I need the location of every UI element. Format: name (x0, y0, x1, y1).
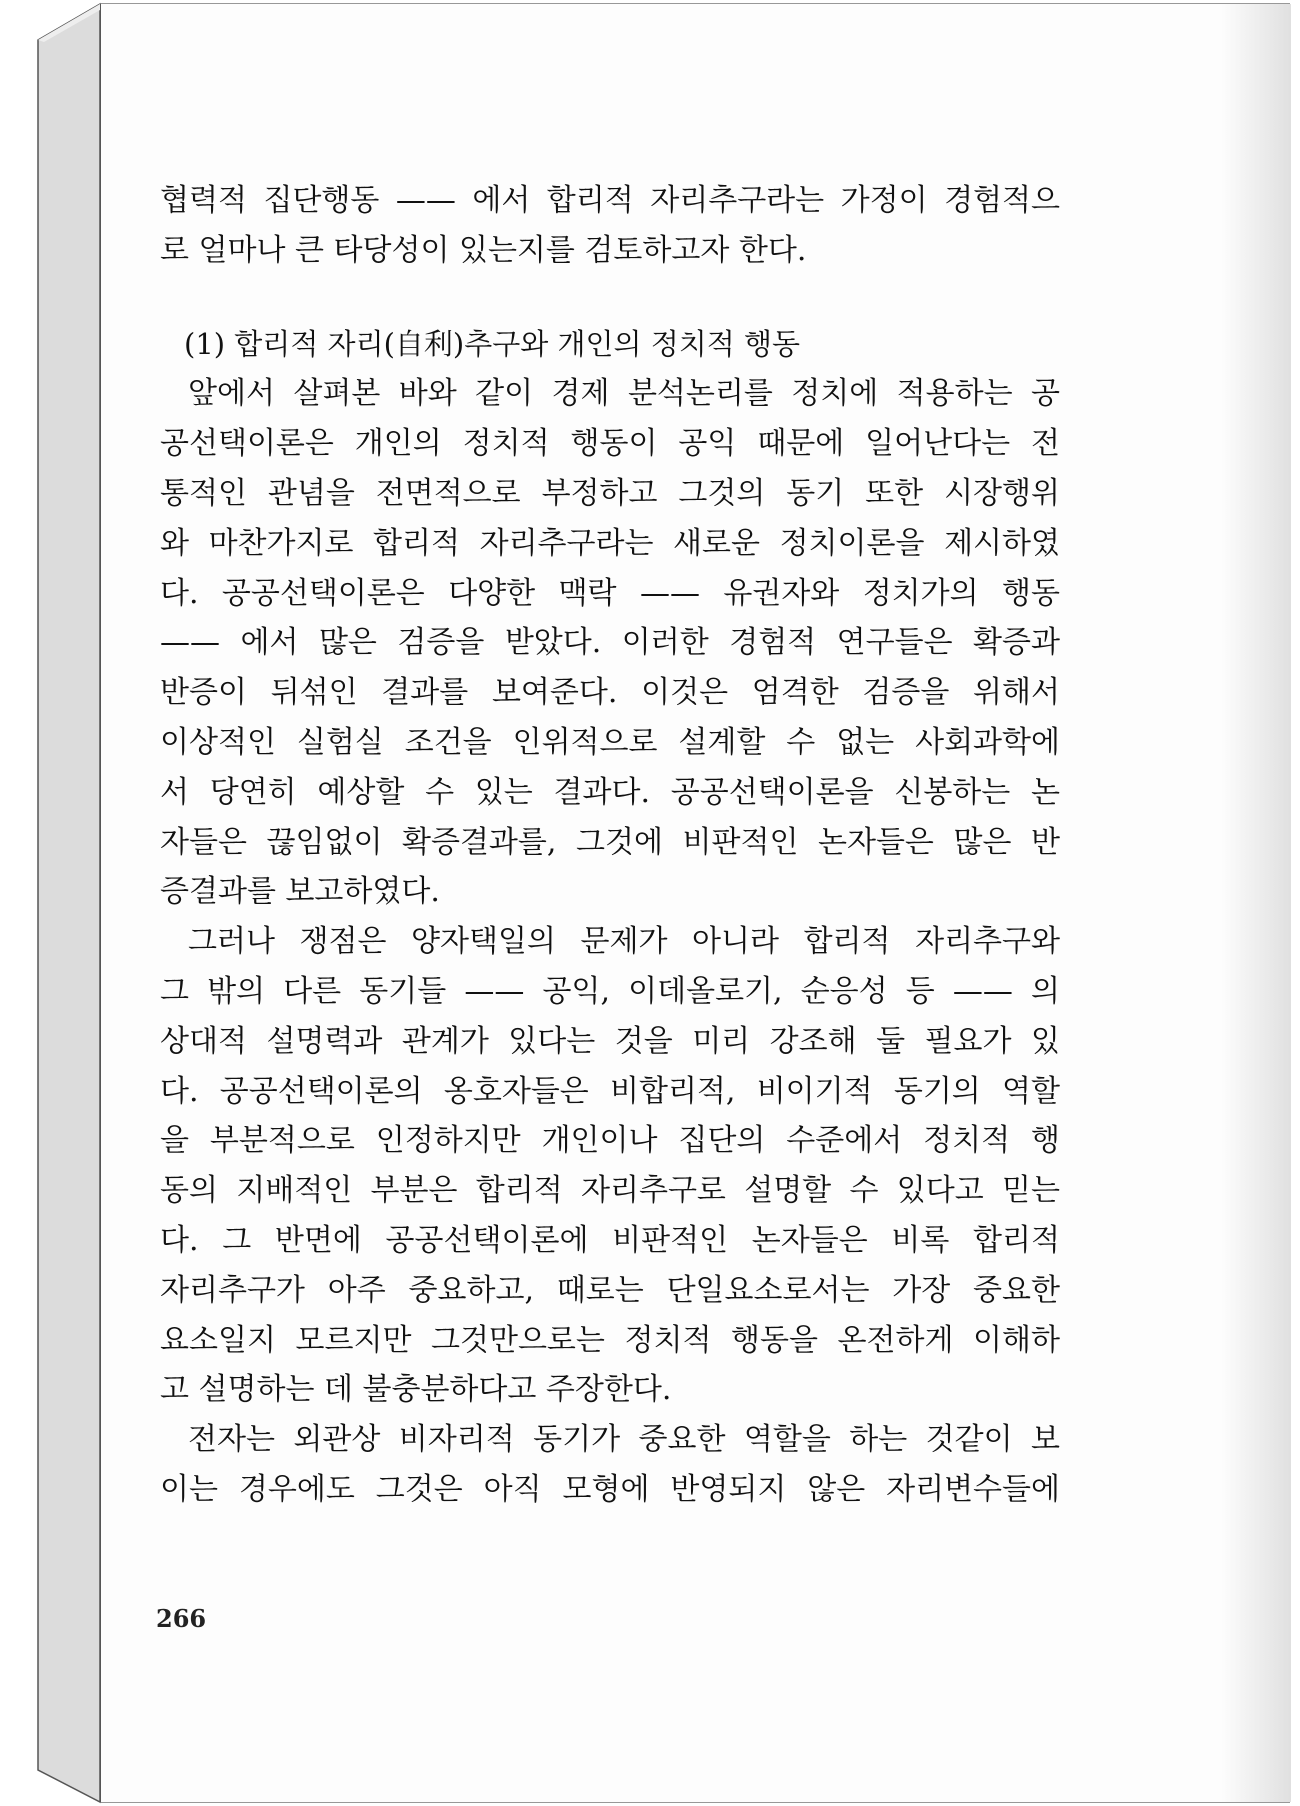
text-line: 동의 지배적인 부분은 합리적 자리추구로 설명할 수 있다고 믿는 (160, 1173, 1060, 1209)
text-line: 증결과를 보고하였다. (160, 874, 440, 910)
text-line: 고 설명하는 데 불충분하다고 주장한다. (160, 1372, 672, 1408)
text-line: 을 부분적으로 인정하지만 개인이나 집단의 수준에서 정치적 행 (160, 1123, 1060, 1159)
text-line: 전자는 외관상 비자리적 동기가 중요한 역할을 하는 것같이 보 (188, 1422, 1060, 1458)
page-text (160, 176, 1060, 1515)
text-line: 이상적인 실험실 조건을 인위적으로 설계할 수 없는 사회과학에 (160, 724, 1060, 760)
text-line: 협력적 집단행동 —— 에서 합리적 자리추구라는 가정이 경험적으 (160, 183, 1060, 218)
text-line: 요소일지 모르지만 그것만으로는 정치적 행동을 온전하게 이해하 (160, 1322, 1060, 1358)
section-heading: (1) 합리적 자리(自利)추구와 개인의 정치적 행동 (184, 326, 801, 361)
text-line: 통적인 관념을 전면적으로 부정하고 그것의 동기 또한 시장행위 (160, 475, 1060, 511)
text-line: 상대적 설명력과 관계가 있다는 것을 미리 강조해 둘 필요가 있 (160, 1023, 1060, 1059)
text-line: 와 마찬가지로 합리적 자리추구라는 새로운 정치이론을 제시하였 (160, 525, 1060, 561)
text-line: 다. 그 반면에 공공선택이론에 비판적인 논자들은 비록 합리적 (160, 1222, 1060, 1258)
text-line: —— 에서 많은 검증을 받았다. 이러한 경험적 연구들은 확증과 (160, 625, 1060, 661)
text-line: 자들은 끊임없이 확증결과를, 그것에 비판적인 논자들은 많은 반 (160, 824, 1060, 860)
text-line: 다. 공공선택이론의 옹호자들은 비합리적, 비이기적 동기의 역할 (160, 1073, 1060, 1109)
text-line: 앞에서 살펴본 바와 같이 경제 분석논리를 정치에 적용하는 공 (188, 376, 1060, 412)
text-line: 다. 공공선택이론은 다양한 맥락 —— 유권자와 정치가의 행동 (160, 575, 1060, 611)
text-line: 공선택이론은 개인의 정치적 행동이 공익 때문에 일어난다는 전 (160, 426, 1060, 462)
text-line: 이는 경우에도 그것은 아직 모형에 반영되지 않은 자리변수들에 (160, 1471, 1060, 1507)
text-line: 로 얼마나 큰 타당성이 있는지를 검토하고자 한다. (160, 232, 807, 268)
text-line: 자리추구가 아주 중요하고, 때로는 단일요소로서는 가장 중요한 (160, 1272, 1060, 1308)
page-edge-shadow (1221, 4, 1291, 1802)
page-number: 266 (156, 1604, 207, 1633)
text-line: 그 밖의 다른 동기들 —— 공익, 이데올로기, 순응성 등 —— 의 (160, 973, 1060, 1009)
text-line: 서 당연히 예상할 수 있는 결과다. 공공선택이론을 신봉하는 논 (160, 774, 1060, 810)
text-line: 그러나 쟁점은 양자택일의 문제가 아니라 합리적 자리추구와 (188, 924, 1060, 960)
text-line: 반증이 뒤섞인 결과를 보여준다. 이것은 엄격한 검증을 위해서 (160, 675, 1060, 711)
